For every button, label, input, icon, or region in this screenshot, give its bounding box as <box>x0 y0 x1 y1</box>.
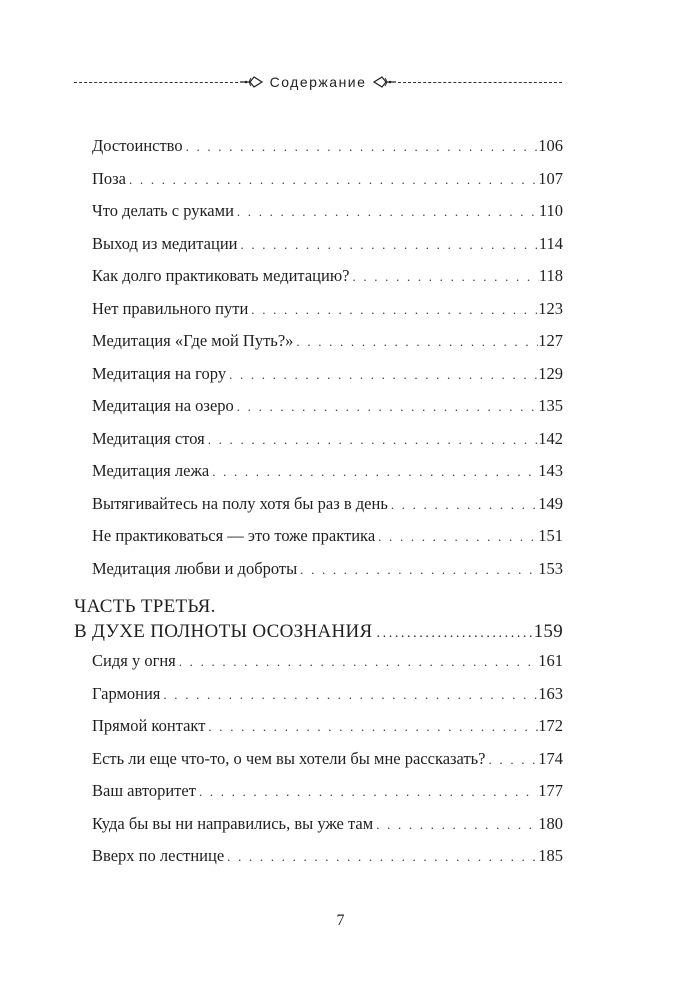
toc-entry <box>92 364 563 388</box>
toc-entry <box>92 781 563 805</box>
toc-entry-page: 127 <box>538 331 563 350</box>
toc-entry-title: Вверх по лестнице <box>92 846 225 865</box>
toc-entry-page: 118 <box>538 266 563 285</box>
toc-entry <box>92 846 563 870</box>
dot-leader <box>196 784 538 800</box>
toc-entry <box>92 331 563 355</box>
dot-leader <box>293 334 538 350</box>
toc-entry-title: Выход из медитации <box>92 233 238 253</box>
dot-leader <box>160 687 538 703</box>
header-rule-left <box>74 82 238 83</box>
toc-entry <box>92 651 563 675</box>
dot-leader <box>349 269 538 285</box>
dot-leader <box>205 432 539 448</box>
dot-leader <box>375 529 538 545</box>
dot-leader <box>209 464 538 480</box>
dot-leader <box>237 237 538 253</box>
toc-entry-title: Медитация лежа <box>92 461 210 480</box>
toc-entry-title: Вытягивайтесь на полу хотя бы раз в день <box>92 493 388 513</box>
toc-entry <box>92 234 563 258</box>
toc-entry <box>92 559 563 583</box>
part-heading-title: В ДУХЕ ПОЛНОТЫ ОСОЗНАНИЯ <box>74 621 373 642</box>
toc-entry <box>92 169 563 193</box>
dot-leader <box>373 817 538 833</box>
toc-entry-title: Нет правильного пути <box>92 298 249 318</box>
part-heading-line-2 <box>74 621 563 643</box>
toc-entry-page: 135 <box>538 396 563 415</box>
toc-entry-page: 161 <box>538 651 563 670</box>
dot-leader <box>297 562 538 578</box>
toc-entry-title: Прямой контакт <box>92 716 206 735</box>
toc-entry <box>92 266 563 290</box>
dot-leader <box>126 172 538 188</box>
dot-leader <box>388 497 538 513</box>
dot-leader <box>373 626 534 642</box>
toc-entry-title: Медитация стоя <box>92 428 205 448</box>
dot-leader <box>205 719 538 735</box>
toc-entry-page: 107 <box>538 168 563 188</box>
toc-entry-page: 106 <box>538 136 563 155</box>
dot-leader <box>224 849 538 865</box>
toc-entry <box>92 396 563 420</box>
toc-entry-title: Медитация «Где мой Путь?» <box>92 331 294 350</box>
dot-leader <box>176 654 538 670</box>
toc-entry <box>92 494 563 518</box>
toc-entry <box>92 136 563 160</box>
header-rule-right <box>398 82 562 83</box>
toc-entry-page: 143 <box>538 461 563 480</box>
toc-entry-title: Ваш авторитет <box>92 781 196 800</box>
dot-leader <box>486 752 539 768</box>
running-header <box>74 70 562 94</box>
toc-entry-title: Медитация любви и доброты <box>92 558 298 578</box>
toc-entry-page: 110 <box>538 201 563 220</box>
dot-leader <box>183 139 539 155</box>
page-number: 7 <box>336 912 345 929</box>
toc-entry <box>92 299 563 323</box>
toc-entry <box>92 429 563 453</box>
toc-entry <box>92 716 563 740</box>
toc-entry-title: Поза <box>92 168 127 188</box>
toc-entry-page: 180 <box>538 813 563 833</box>
toc-entry-title: Гармония <box>92 683 161 703</box>
header-title: Содержание <box>269 74 367 90</box>
toc-entry-title: Как долго практиковать медитацию? <box>92 266 350 285</box>
toc-entry-title: Куда бы вы ни направились, вы уже там <box>92 813 374 833</box>
toc-entry-page: 177 <box>538 781 563 800</box>
toc-entry-page: 151 <box>538 526 563 545</box>
toc-entry-title: Достоинство <box>92 136 183 155</box>
toc-entry <box>92 684 563 708</box>
toc-entry <box>92 526 563 550</box>
toc-entry-page: 153 <box>538 558 563 578</box>
toc-entry <box>92 461 563 485</box>
part-heading-page: 159 <box>533 621 563 642</box>
dot-leader <box>234 204 539 220</box>
ornament-left-icon <box>238 74 264 90</box>
toc-entry-page: 114 <box>538 233 563 253</box>
part-heading-line-1: ЧАСТЬ ТРЕТЬЯ. <box>74 596 216 617</box>
toc-entry <box>92 814 563 838</box>
toc-entry-page: 149 <box>538 493 563 513</box>
toc-entry-page: 185 <box>538 846 563 865</box>
toc-entry-title: Медитация на гору <box>92 363 227 383</box>
toc-entry-title: Сидя у огня <box>92 651 176 670</box>
dot-leader <box>234 399 538 415</box>
toc-entry-title: Медитация на озеро <box>92 396 234 415</box>
toc-entry-page: 123 <box>538 298 563 318</box>
toc-entry-page: 142 <box>538 428 563 448</box>
toc-entry-title: Есть ли еще что-то, о чем вы хотели бы мне рассказать? <box>92 748 486 768</box>
toc-entry <box>92 749 563 773</box>
ornament-right-icon <box>372 74 398 90</box>
toc-entry <box>92 201 563 225</box>
toc-entry-title: Что делать с руками <box>92 201 234 220</box>
dot-leader <box>226 367 538 383</box>
toc-entry-page: 174 <box>538 748 563 768</box>
toc-entry-page: 129 <box>538 363 563 383</box>
toc-entry-page: 172 <box>538 716 563 735</box>
toc-entry-title: Не практиковаться — это тоже практика <box>92 526 376 545</box>
dot-leader <box>248 302 538 318</box>
toc-entry-page: 163 <box>538 683 563 703</box>
